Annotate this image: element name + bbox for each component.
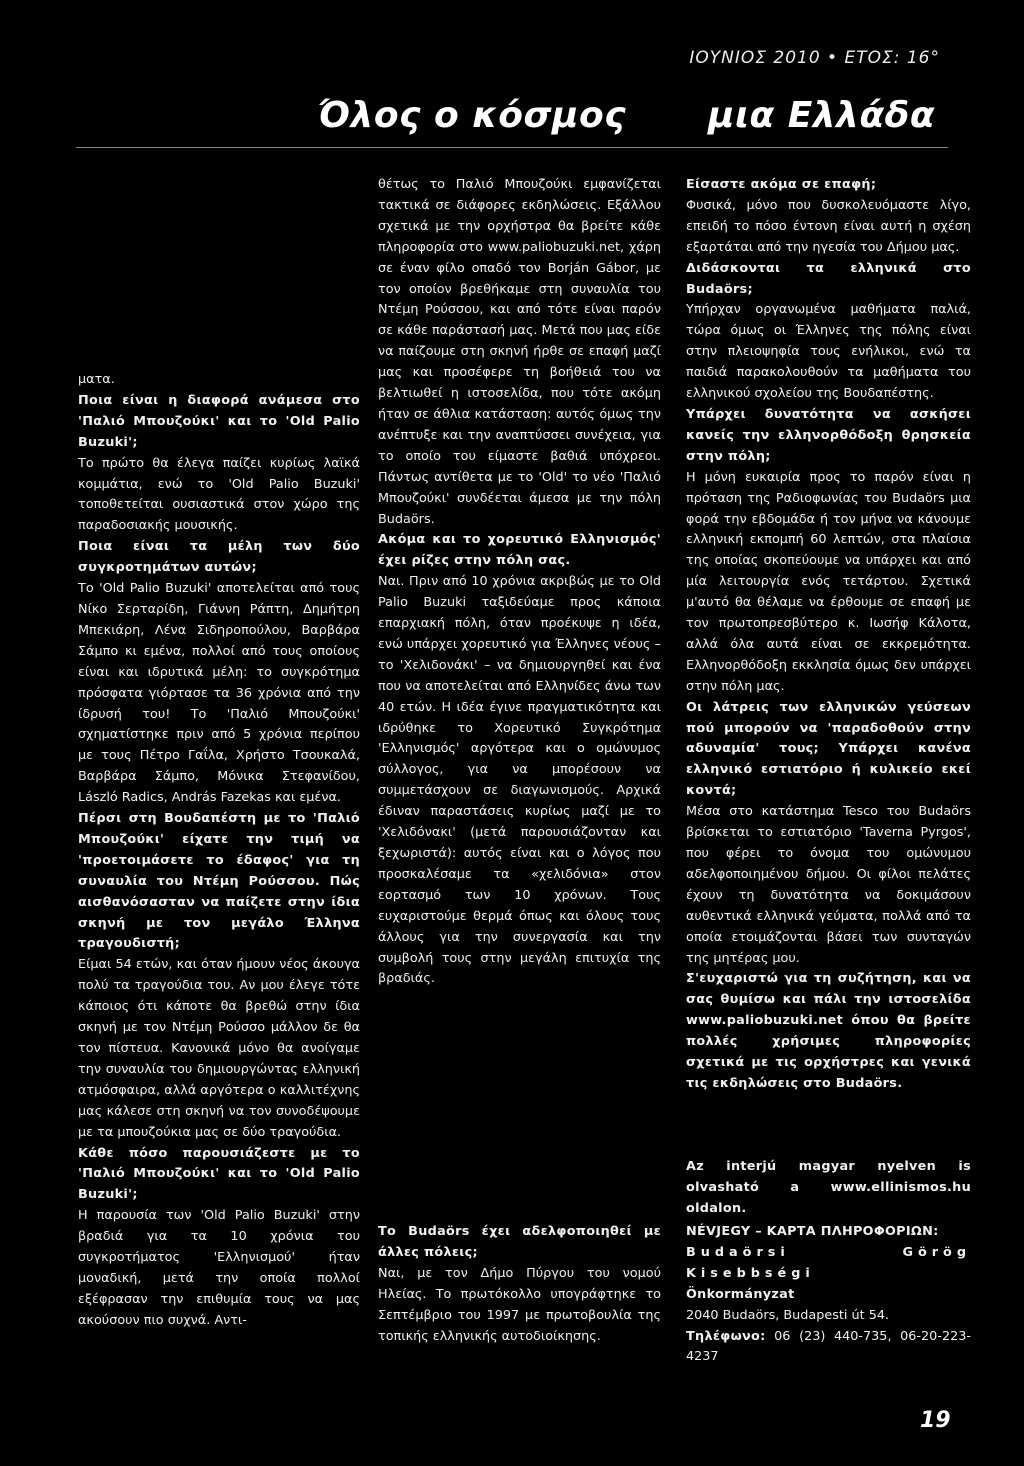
answer-paragraph: Η παρουσία των 'Old Palio Buzuki' στην βραδιά για τα 10 χρόνια του συγκροτήματος 'Ελληνισμού' ήταν μοναδική, μετά την οποία πολλοί εξέφρασαν την επιθυμία τους να μας ακούσουν πιο συχνά. Αντι- <box>78 1208 360 1328</box>
answer-paragraph: Υπήρχαν οργανωμένα μαθήματα παλιά, τώρα όμως οι Έλληνες της πόλης είναι στην πλειοψηφία τους ενήλικοι, ενώ τα παιδιά παρακολουθούν τα μαθήματα του ελληνικού σχολείου της Βουδαπέστης. <box>686 302 971 402</box>
question-paragraph: Διδάσκονται τα ελληνικά στο Budaörs; <box>686 260 971 297</box>
question-paragraph: Σ'ευχαριστώ για τη συζήτηση, και να σας θυμίσω και πάλι την ιστοσελίδα www.paliobuzuki.net όπου θα βρείτε πολλές χρήσιμες πληροφορίες σχετικά με τις ορχήστρες και γενικά τις εκδηλώσεις στο Budaörs. <box>686 971 971 1091</box>
answer-paragraph: Το πρώτο θα έλεγα παίζει κυρίως λαϊκά κομμάτια, ενώ το 'Old Palio Buzuki' τοποθετείται ουσιαστικά στον χώρο της παραδοσιακής μουσικής. <box>78 455 360 534</box>
question-paragraph: Ακόμα και το χορευτικό Ελληνισμός' έχει ρίζες στην πόλη σας. <box>378 532 661 569</box>
contact-card <box>686 1222 971 1368</box>
contact-org: Budaörsi Görög Kisebbségi <box>686 1244 971 1281</box>
answer-paragraph: Φυσικά, μόνο που δυσκολευόμαστε λίγο, επειδή το πόσο έντονη είναι αυτή η σχέση εξαρτάται από την ηγεσία του Δήμου μας. <box>686 197 971 255</box>
phone-number: 06 (23) 440-735, 06-20-223-4237 <box>686 1328 971 1365</box>
column-2 <box>378 175 661 990</box>
header-rule <box>76 147 948 148</box>
question-paragraph: Ποια είναι τα μέλη των δύο συγκροτημάτων αυτών; <box>78 539 360 576</box>
column-3 <box>686 175 971 1095</box>
answer-paragraph: θέτως το Παλιό Μπουζούκι εμφανίζεται τακτικά σε διάφορες εκδηλώσεις. Εξάλλου σχετικά με την ορχήστρα θα βρείτε κάθε πληροφορία στο www.paliobuzuki.net, χάρη σε έναν φίλο οπαδό τον Borján Gábor, με τον οποίον βρεθήκαμε στη συναυλία του Ντέμη Ρούσσου, και από τότε είναι παρόν σε κάθε παράστασή μας. Μετά που μας είδε να παίζουμε στη σκηνή ήρθε σε επαφή μαζί μας και προσέφερε τη βοήθειά του να βελτιωθεί η ιστοσελίδα, που τότε ακόμη ήταν σε άθλια κατάσταση: αυτός όμως την ανέπτυξε και την αναπτύσσει συνέχεια, για το οποίο του είμαστε βαθιά υπόχρεοι. Πάντως αντίθετα με το 'Old' το νέο 'Παλιό Μπουζούκι' συνδέεται άμεσα με την πόλη Budaörs. <box>378 177 661 527</box>
column-2-sister-city <box>378 1222 661 1347</box>
page-number: 19 <box>920 1408 951 1433</box>
hungarian-note <box>686 1157 971 1220</box>
masthead-right: μια Ελλάδα <box>708 95 936 136</box>
contact-phone <box>686 1327 971 1369</box>
question-paragraph: Υπάρχει δυνατότητα να ασκήσει κανείς την ελληνορθόδοξη θρησκεία στην πόλη; <box>686 406 971 464</box>
answer-paragraph: Μέσα στο κατάστημα Tesco του Budaörs βρίσκεται το εστιατόριο 'Taverna Pyrgos', που φέρει το όνομα του ομώνυμου αδελφοποιημένου δήμου. Οι φίλοι πελάτες έχουν τη δυνατότητα να δοκιμάσουν αυθεντικά ελληνικά γεύματα, πολλά από τα οποία ετοιμάζονται βάσει των συνταγών της μητέρας μου. <box>686 804 971 966</box>
contact-address: 2040 Budaörs, Budapesti út 54. <box>686 1307 890 1323</box>
answer-paragraph: ματα. <box>78 372 115 387</box>
question-paragraph: Πέρσι στη Βουδαπέστη με το 'Παλιό Μπουζούκι' είχατε την τιμή να 'προετοιμάσετε το έδαφος' για τη συναυλία του Ντέμη Ρούσσου. Πώς αισθανόσασταν να παίζετε στην ίδια σκηνή με τον μεγάλο Έλληνα τραγουδιστή; <box>78 811 360 952</box>
answer-paragraph: Είμαι 54 ετών, και όταν ήμουν νέος άκουγα πολύ τα τραγούδια του. Αν μου έλεγε τότε κάποιος ότι κάποτε θα βρεθώ στην ίδια σκηνή με τον Ντέμη Ρούσσο μάλλον δε θα τον πίστευα. Κανονικά μόνο θα ανοίγαμε την συναυλία του δημιουργώντας ελληνική ατμόσφαιρα, αλλά αργότερα ο καλλιτέχνης μας κάλεσε στη σκηνή να τον συνοδέψουμε με τα μπουζούκια μας σε δύο τραγούδια. <box>78 957 360 1140</box>
question-paragraph: Ποια είναι η διαφορά ανάμεσα στο 'Παλιό Μπουζούκι' και το 'Old Palio Buzuki'; <box>78 392 360 450</box>
answer-paragraph: Ναι. Πριν από 10 χρόνια ακριβώς με το Old Palio Buzuki ταξιδεύαμε προς κάποια επαρχιακή πόλη, όταν προέκυψε η ιδέα, ενώ υπάρχει χορευτικό για Έλληνες νέους – το 'Χελιδονάκι' – να δημιουργηθεί και ένα που να αποτελείται από Ελληνίδες άνω των 40 ετών. Η ιδέα έγινε πραγματικότητα και ιδρύθηκε το Χορευτικό Συγκρότημα 'Ελληνισμός' αργότερα και ο ομώνυμος σύλλογος, για να μπορέσουν να συμμετάσχουν σε διαγωνισμούς. Αρχικά έδιναν παραστάσεις κυρίως μαζί με το 'Χελιδόνακι' (μετά παρουσιάζονταν και ξεχωριστά): αυτός είναι και ο λόγος που προσκαλέσαμε τα «χελιδόνια» στον εορτασμό των 10 χρόνων. Τους ευχαριστούμε θερμά όπως και όλους τους άλλους για την συνεργασία και την συμβολή τους στην μεγάλη επιτυχία της βραδιάς. <box>378 574 661 987</box>
column-1 <box>78 370 360 1332</box>
masthead-left: Όλος ο κόσμος <box>318 95 627 136</box>
hungarian-note-text: Az interjú magyar nyelven is olvasható a www.ellinismos.hu oldalon. <box>686 1159 971 1216</box>
answer-paragraph: Η μόνη ευκαιρία προς το παρόν είναι η πρόταση της Ραδιοφωνίας του Budaörs μια φορά την εβδομάδα ή τον μήνα να κάνουμε ελληνική εκπομπή 60 λεπτών, στα πλαίσια της οποίας σκοπεύουμε να υπάρχει και από μία λειτουργία ενός τετάρτου. Σχετικά μ'αυτό θα θέλαμε να έρθουμε σε επαφή με τον πρωτοπρεσβύτερο κ. Ιωσήφ Κάλοτα, αλλά όλα αυτά είναι σε εκκρεμότητα. Ελληνορθόδοξη εκκλησία όμως δεν υπάρχει στην πόλη μας. <box>686 469 971 694</box>
question-paragraph: Είσαστε ακόμα σε επαφή; <box>686 177 877 192</box>
answer-paragraph: Το 'Old Palio Buzuki' αποτελείται από τους Νίκο Σερταρίδη, Γιάννη Ράπτη, Δημήτρη Μπεκιάρη, Λένα Σιδηροπούλου, Βαρβάρα Σάμπο κι εμένα, πολλοί από τους οποίους είναι και ιδρυτικά μέλη: το συγκρότημα πρόσφατα γιόρτασε τα 36 χρόνια από την ίδρυσή του! Το 'Παλιό Μπουζούκι' σχηματίστηκε πριν από 5 χρόνια περίπου με τους Πέτρο Γαΐλα, Χρήστο Τσουκαλά, Βαρβάρα Σάμπο, Μόνικα Στεφανίδου, László Radics, András Fazekas και εμένα. <box>78 581 360 806</box>
answer-paragraph: Ναι, με τον Δήμο Πύργου του νομού Ηλείας. Το πρωτόκολλο υπογράφτηκε το Σεπτέμβριο του 1997 με πρωτοβουλία της τοπικής ελληνικής αυτοδιοίκησης. <box>378 1265 661 1344</box>
question-paragraph: Το Budaörs έχει αδελφοποιηθεί με άλλες πόλεις; <box>378 1224 661 1260</box>
question-paragraph: Οι λάτρεις των ελληνικών γεύσεων πού μπορούν να 'παραδοθούν στην αδυναμία' τους; Υπάρχει κανένα ελληνικό εστιατόριο ή κυλικείο εκεί κοντά; <box>686 699 971 799</box>
phone-label: Τηλέφωνο: <box>686 1328 766 1344</box>
contact-title: NÉVJEGY – ΚΑΡΤΑ ΠΛΗΡΟΦΟΡΙΩΝ: <box>686 1224 939 1239</box>
question-paragraph: Κάθε πόσο παρουσιάζεστε με το 'Παλιό Μπουζούκι' και το 'Old Palio Buzuki'; <box>78 1145 360 1203</box>
contact-org-rest: Önkormányzat <box>686 1286 795 1302</box>
issue-info: ΙΟΥΝΙΟΣ 2010 • ΕΤΟΣ: 16° <box>689 48 940 68</box>
